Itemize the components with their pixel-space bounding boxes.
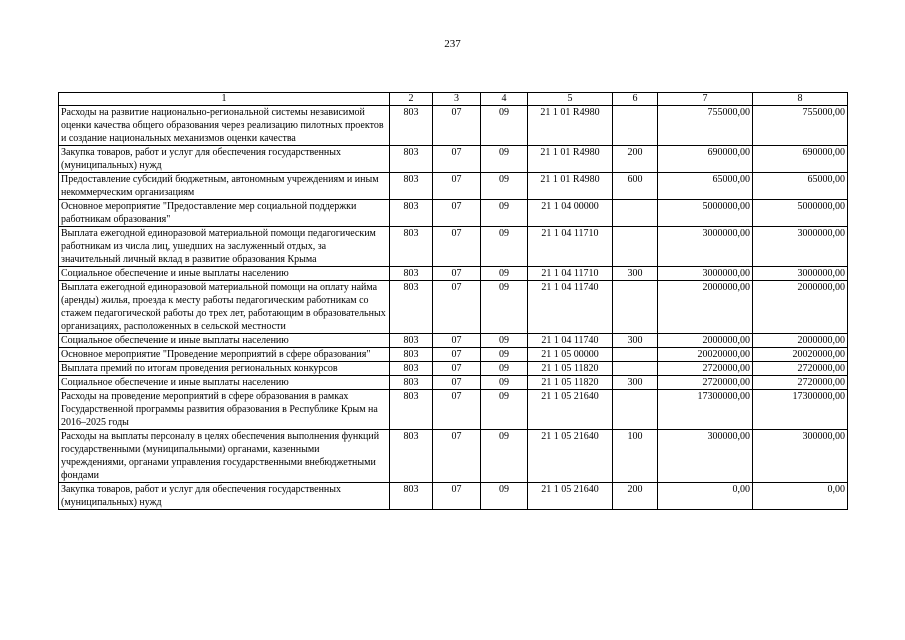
table-row [59, 348, 848, 362]
column-header: 8 [753, 93, 848, 106]
expense-type-code-cell [613, 362, 658, 376]
expense-name-cell: Социальное обеспечение и иные выплаты населению [59, 334, 390, 348]
amount-year-1-cell: 690000,00 [658, 146, 753, 173]
amount-year-1-cell: 2720000,00 [658, 376, 753, 390]
subsection-code-cell: 09 [481, 200, 528, 227]
table-row [59, 430, 848, 483]
subsection-code-cell: 09 [481, 106, 528, 146]
ministry-code-cell: 803 [390, 334, 433, 348]
section-code-cell: 07 [433, 348, 481, 362]
ministry-code-cell: 803 [390, 146, 433, 173]
table-row [59, 200, 848, 227]
amount-year-2-cell: 2720000,00 [753, 376, 848, 390]
ministry-code-cell: 803 [390, 106, 433, 146]
expense-type-code-cell: 300 [613, 334, 658, 348]
ministry-code-cell: 803 [390, 173, 433, 200]
column-header: 3 [433, 93, 481, 106]
expense-type-code-cell: 600 [613, 173, 658, 200]
table-row [59, 267, 848, 281]
column-header: 7 [658, 93, 753, 106]
amount-year-2-cell: 65000,00 [753, 173, 848, 200]
target-article-code-cell: 21 1 05 11820 [528, 376, 613, 390]
ministry-code-cell: 803 [390, 483, 433, 510]
amount-year-2-cell: 2720000,00 [753, 362, 848, 376]
expense-type-code-cell: 300 [613, 267, 658, 281]
expense-name-cell: Основное мероприятие "Проведение мероприятий в сфере образования" [59, 348, 390, 362]
table-row [59, 376, 848, 390]
expense-name-cell: Социальное обеспечение и иные выплаты населению [59, 267, 390, 281]
target-article-code-cell: 21 1 01 R4980 [528, 173, 613, 200]
ministry-code-cell: 803 [390, 376, 433, 390]
amount-year-2-cell: 0,00 [753, 483, 848, 510]
column-header: 6 [613, 93, 658, 106]
target-article-code-cell: 21 1 05 21640 [528, 483, 613, 510]
subsection-code-cell: 09 [481, 430, 528, 483]
subsection-code-cell: 09 [481, 390, 528, 430]
subsection-code-cell: 09 [481, 348, 528, 362]
amount-year-2-cell: 690000,00 [753, 146, 848, 173]
target-article-code-cell: 21 1 04 11740 [528, 281, 613, 334]
expense-type-code-cell [613, 348, 658, 362]
amount-year-1-cell: 17300000,00 [658, 390, 753, 430]
amount-year-1-cell: 3000000,00 [658, 267, 753, 281]
target-article-code-cell: 21 1 05 00000 [528, 348, 613, 362]
table-row [59, 390, 848, 430]
amount-year-2-cell: 20020000,00 [753, 348, 848, 362]
expense-type-code-cell [613, 200, 658, 227]
ministry-code-cell: 803 [390, 348, 433, 362]
subsection-code-cell: 09 [481, 146, 528, 173]
section-code-cell: 07 [433, 173, 481, 200]
target-article-code-cell: 21 1 05 21640 [528, 430, 613, 483]
amount-year-2-cell: 17300000,00 [753, 390, 848, 430]
subsection-code-cell: 09 [481, 281, 528, 334]
subsection-code-cell: 09 [481, 376, 528, 390]
subsection-code-cell: 09 [481, 362, 528, 376]
ministry-code-cell: 803 [390, 267, 433, 281]
table-row [59, 281, 848, 334]
expense-name-cell: Выплата ежегодной единоразовой материальной помощи педагогическим работникам из числа лиц, ушедших на заслуженный отдых, за значительный личный вклад в развитие образования Крыма [59, 227, 390, 267]
expense-name-cell: Выплата ежегодной единоразовой материальной помощи на оплату найма (аренды) жилья, проезда к месту работы педагогическим работникам со стажем педагогической работы до трех лет, работающим в образовательных организациях, расположенных в сельской местности [59, 281, 390, 334]
amount-year-2-cell: 2000000,00 [753, 334, 848, 348]
section-code-cell: 07 [433, 106, 481, 146]
expense-type-code-cell [613, 106, 658, 146]
page-number: 237 [444, 38, 461, 50]
expense-name-cell: Выплата премий по итогам проведения региональных конкурсов [59, 362, 390, 376]
subsection-code-cell: 09 [481, 267, 528, 281]
section-code-cell: 07 [433, 281, 481, 334]
target-article-code-cell: 21 1 05 11820 [528, 362, 613, 376]
target-article-code-cell: 21 1 05 21640 [528, 390, 613, 430]
subsection-code-cell: 09 [481, 334, 528, 348]
table-row [59, 227, 848, 267]
ministry-code-cell: 803 [390, 200, 433, 227]
table-row [59, 173, 848, 200]
amount-year-1-cell: 2000000,00 [658, 281, 753, 334]
section-code-cell: 07 [433, 362, 481, 376]
expense-name-cell: Расходы на выплаты персоналу в целях обеспечения выполнения функций государственными (муниципальными) органами, казенными учреждениями, органами управления государственными внебюджетными фондами [59, 430, 390, 483]
expense-name-cell: Расходы на проведение мероприятий в сфере образования в рамках Государственной программы развития образования в Республике Крым на 2016–2025 годы [59, 390, 390, 430]
section-code-cell: 07 [433, 267, 481, 281]
ministry-code-cell: 803 [390, 362, 433, 376]
section-code-cell: 07 [433, 483, 481, 510]
expense-name-cell: Предоставление субсидий бюджетным, автономным учреждениям и иным некоммерческим организациям [59, 173, 390, 200]
amount-year-1-cell: 300000,00 [658, 430, 753, 483]
table-row [59, 362, 848, 376]
section-code-cell: 07 [433, 334, 481, 348]
amount-year-1-cell: 5000000,00 [658, 200, 753, 227]
ministry-code-cell: 803 [390, 227, 433, 267]
expense-name-cell: Основное мероприятие "Предоставление мер социальной поддержки работникам образования" [59, 200, 390, 227]
expense-name-cell: Расходы на развитие национально-региональной системы независимой оценки качества общего образования через реализацию пилотных проектов и создание национальных механизмов оценки качества [59, 106, 390, 146]
expense-name-cell: Закупка товаров, работ и услуг для обеспечения государственных (муниципальных) нужд [59, 146, 390, 173]
amount-year-2-cell: 3000000,00 [753, 267, 848, 281]
section-code-cell: 07 [433, 376, 481, 390]
table-row [59, 483, 848, 510]
ministry-code-cell: 803 [390, 430, 433, 483]
subsection-code-cell: 09 [481, 227, 528, 267]
amount-year-1-cell: 65000,00 [658, 173, 753, 200]
amount-year-1-cell: 2720000,00 [658, 362, 753, 376]
expense-name-cell: Социальное обеспечение и иные выплаты населению [59, 376, 390, 390]
amount-year-2-cell: 755000,00 [753, 106, 848, 146]
section-code-cell: 07 [433, 146, 481, 173]
table-row [59, 334, 848, 348]
amount-year-2-cell: 5000000,00 [753, 200, 848, 227]
expense-name-cell: Закупка товаров, работ и услуг для обеспечения государственных (муниципальных) нужд [59, 483, 390, 510]
amount-year-1-cell: 755000,00 [658, 106, 753, 146]
subsection-code-cell: 09 [481, 173, 528, 200]
amount-year-1-cell: 3000000,00 [658, 227, 753, 267]
target-article-code-cell: 21 1 04 11710 [528, 267, 613, 281]
column-header: 1 [59, 93, 390, 106]
expense-type-code-cell [613, 227, 658, 267]
column-header: 5 [528, 93, 613, 106]
budget-table [58, 92, 848, 510]
table-row [59, 146, 848, 173]
target-article-code-cell: 21 1 01 R4980 [528, 146, 613, 173]
column-header: 2 [390, 93, 433, 106]
table-row [59, 106, 848, 146]
section-code-cell: 07 [433, 390, 481, 430]
ministry-code-cell: 803 [390, 281, 433, 334]
target-article-code-cell: 21 1 04 11740 [528, 334, 613, 348]
subsection-code-cell: 09 [481, 483, 528, 510]
amount-year-2-cell: 2000000,00 [753, 281, 848, 334]
expense-type-code-cell: 300 [613, 376, 658, 390]
header-row [59, 93, 848, 106]
amount-year-1-cell: 0,00 [658, 483, 753, 510]
section-code-cell: 07 [433, 227, 481, 267]
section-code-cell: 07 [433, 200, 481, 227]
amount-year-2-cell: 300000,00 [753, 430, 848, 483]
section-code-cell: 07 [433, 430, 481, 483]
expense-type-code-cell: 200 [613, 483, 658, 510]
expense-type-code-cell [613, 390, 658, 430]
target-article-code-cell: 21 1 01 R4980 [528, 106, 613, 146]
column-header: 4 [481, 93, 528, 106]
amount-year-1-cell: 2000000,00 [658, 334, 753, 348]
target-article-code-cell: 21 1 04 11710 [528, 227, 613, 267]
expense-type-code-cell: 200 [613, 146, 658, 173]
ministry-code-cell: 803 [390, 390, 433, 430]
target-article-code-cell: 21 1 04 00000 [528, 200, 613, 227]
amount-year-2-cell: 3000000,00 [753, 227, 848, 267]
expense-type-code-cell: 100 [613, 430, 658, 483]
expense-type-code-cell [613, 281, 658, 334]
amount-year-1-cell: 20020000,00 [658, 348, 753, 362]
